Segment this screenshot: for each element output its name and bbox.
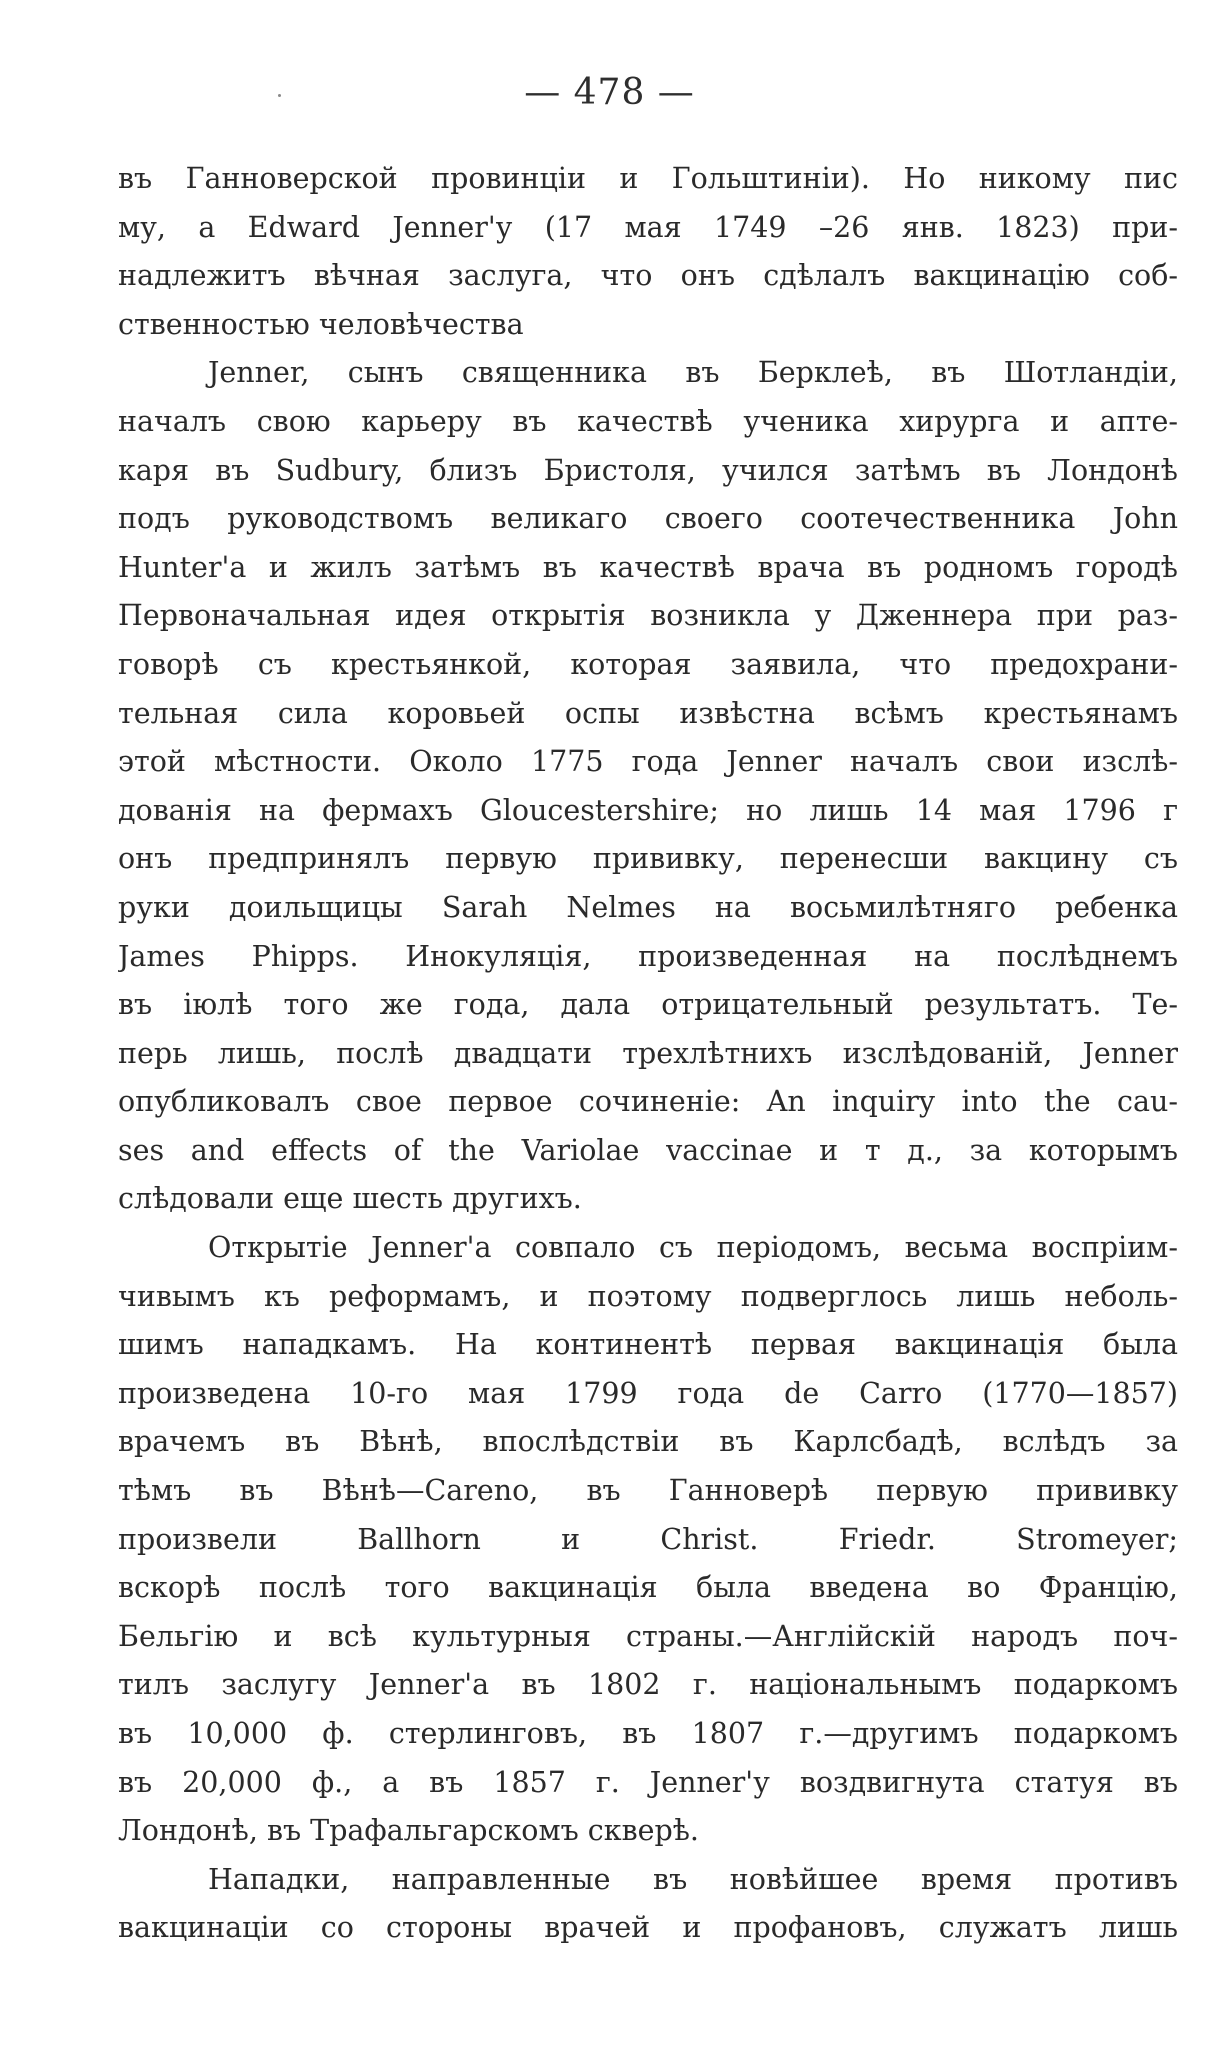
text-line: опубликовалъ свое первое сочиненіе: An inquiry into the cau- <box>118 1085 1178 1119</box>
text-line: произвели Ballhorn и Christ. Friedr. Stromeyer; <box>118 1522 1178 1556</box>
text-line: надлежитъ вѣчная заслуга, что онъ сдѣлалъ вакцинацію соб- <box>118 259 1178 293</box>
text-line: въ 20,000 ф., а въ 1857 г. Jenner'у воздвигнута статуя въ <box>118 1765 1178 1799</box>
text-line: слѣдовали еще шесть другихъ. <box>118 1182 582 1216</box>
page-number: — 478 — <box>524 72 695 113</box>
text-line: врачемъ въ Вѣнѣ, впослѣдствіи въ Карлсбадѣ, вслѣдъ за <box>118 1425 1178 1459</box>
text-line: перь лишь, послѣ двадцати трехлѣтнихъ изслѣдованій, Jenner <box>118 1036 1178 1070</box>
text-line: произведена 10-го мая 1799 года de Carro (1770—1857) <box>118 1376 1178 1410</box>
text-line: въ Ганноверской провинціи и Гольштиніи). Но никому пис <box>118 162 1178 195</box>
text-line: началъ свою карьеру въ качествѣ ученика хирурга и апте- <box>118 404 1178 438</box>
text-line: каря въ Sudbury, близъ Бристоля, учился затѣмъ въ Лондонѣ <box>118 453 1178 487</box>
text-line: подъ руководствомъ великаго своего соотечественника John <box>118 502 1178 536</box>
text-line: Нападки, направленные въ новѣйшее время противъ <box>208 1862 1178 1896</box>
text-line: вакцинаціи со стороны врачей и профановъ, служатъ лишь <box>118 1911 1178 1945</box>
text-line: тельная сила коровьей оспы извѣстна всѣмъ крестьянамъ <box>118 696 1178 730</box>
text-line: ses and effects of the Variolae vaccinae и т д., за которымъ <box>118 1133 1178 1167</box>
text-line: ственностью человѣчества <box>118 307 524 341</box>
text-line: Hunter'а и жилъ затѣмъ въ качествѣ врача въ родномъ городѣ <box>118 550 1178 584</box>
text-line: Первоначальная идея открытія возникла у Дженнера при раз- <box>118 599 1178 633</box>
text-line: чивымъ къ реформамъ, и поэтому подверглось лишь неболь- <box>118 1279 1178 1313</box>
text-line: Jenner, сынъ священника въ Берклеѣ, въ Шотландіи, <box>208 356 1178 390</box>
text-line: Лондонѣ, въ Трафальгарскомъ скверѣ. <box>118 1814 699 1848</box>
text-line: дованія на фермахъ Gloucestershire; но лишь 14 мая 1796 г <box>118 793 1178 827</box>
text-line: онъ предпринялъ первую прививку, перенесши вакцину съ <box>118 842 1178 876</box>
text-line: тѣмъ въ Вѣнѣ—Careno, въ Ганноверѣ первую прививку <box>118 1474 1178 1508</box>
text-line: въ 10,000 ф. стерлинговъ, въ 1807 г.—другимъ подаркомъ <box>118 1717 1178 1750</box>
text-line: руки доильщицы Sarah Nelmes на восьмилѣтняго ребенка <box>118 890 1178 924</box>
text-line: шимъ нападкамъ. На континентѣ первая вакцинація была <box>118 1328 1178 1362</box>
text-line: James Phipps. Инокуляція, произведенная на послѣднемъ <box>118 939 1178 973</box>
text-line: Бельгію и всѣ культурныя страны.—Англійскій народъ поч- <box>118 1619 1178 1653</box>
text-line: Открытіе Jenner'а совпало съ періодомъ, весьма воспріим- <box>208 1231 1178 1265</box>
body-text <box>118 155 1178 1953</box>
text-line: въ іюлѣ того же года, дала отрицательный результатъ. Те- <box>118 988 1178 1022</box>
text-line: му, а Edward Jenner'у (17 мая 1749 –26 янв. 1823) при- <box>118 210 1178 244</box>
text-line: вскорѣ послѣ того вакцинація была введена во Францію, <box>118 1571 1178 1605</box>
text-line: говорѣ съ крестьянкой, которая заявила, что предохрани- <box>118 647 1178 681</box>
text-line: этой мѣстности. Около 1775 года Jenner началъ свои изслѣ- <box>118 745 1178 779</box>
text-line: тилъ заслугу Jenner'а въ 1802 г. національнымъ подаркомъ <box>118 1668 1178 1702</box>
